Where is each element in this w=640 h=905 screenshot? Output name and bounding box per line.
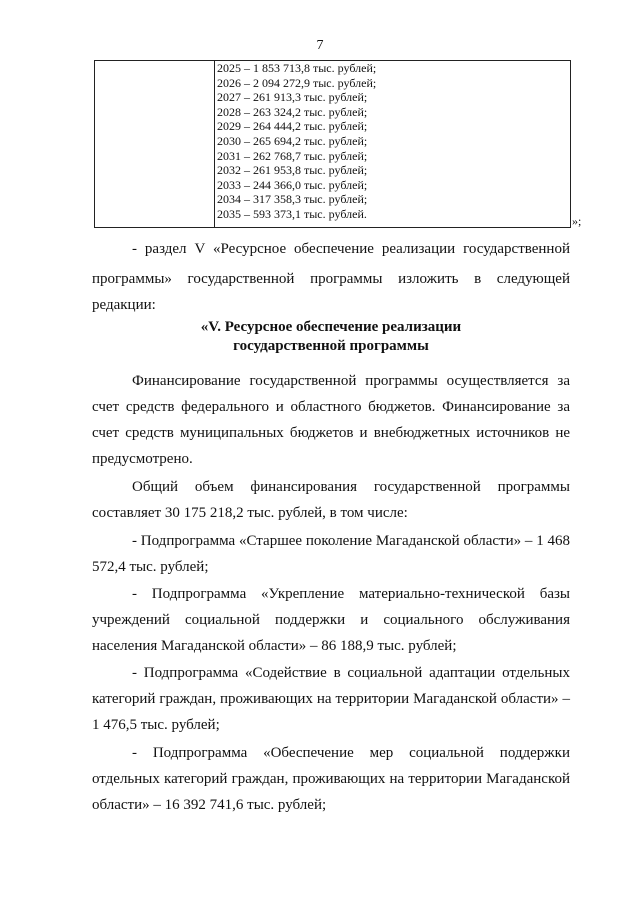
table-line-2026: 2026 – 2 094 272,9 тыс. рублей;: [217, 75, 377, 90]
table-line-2034: 2034 – 317 358,3 тыс. рублей;: [217, 192, 368, 207]
amendment-line-1: - раздел V «Ресурсное обеспечение реализации государственной: [132, 241, 570, 257]
table-line-2027: 2027 – 261 913,3 тыс. рублей;: [217, 90, 368, 105]
table-line-2031: 2031 – 262 768,7 тыс. рублей;: [217, 148, 368, 163]
financing-sources-paragraph: Финансирование государственной программы осуществляется за счет средств федерального и областного бюджетов. Финансирование за счет средств муниципальных бюджетов и внебюджетных источников не предусмотрено.: [92, 373, 570, 467]
amendment-line-2: программы» государственной программы изложить в следующей: [92, 271, 570, 287]
table-line-2030: 2030 – 265 694,2 тыс. рублей;: [217, 133, 368, 148]
subprogram-infrastructure: - Подпрограмма «Укрепление материально-технической базы учреждений социальной поддержки и социального обслуживания населения Магаданской области» – 86 188,9 тыс. рублей;: [92, 586, 570, 654]
section-heading: [92, 318, 570, 356]
amendment-line-3: редакции:: [92, 297, 156, 313]
table-line-2029: 2029 – 264 444,2 тыс. рублей;: [217, 119, 368, 134]
table-line-2033: 2033 – 244 366,0 тыс. рублей;: [217, 177, 368, 192]
table-line-2025: 2025 – 1 853 713,8 тыс. рублей;: [217, 61, 377, 75]
table-column-divider: [214, 60, 215, 228]
table-line-2028: 2028 – 263 324,2 тыс. рублей;: [217, 104, 368, 119]
total-funding-paragraph: Общий объем финансирования государственной программы составляет 30 175 218,2 тыс. рублей, в том числе:: [92, 479, 570, 521]
subprogram-social-support: - Подпрограмма «Обеспечение мер социальной поддержки отдельных категорий граждан, проживающих на территории Магаданской области» – 16 392 741,6 тыс. рублей;: [92, 745, 570, 813]
page-number: 7: [316, 38, 324, 53]
table-closing-quote: »;: [572, 214, 582, 228]
table-cell-values: [217, 61, 376, 222]
subprogram-social-adaptation: - Подпрограмма «Содействие в социальной адаптации отдельных категорий граждан, проживающих на территории Магаданской области» – 1 476,5 тыс. рублей;: [92, 665, 570, 733]
table-line-2032: 2032 – 261 953,8 тыс. рублей;: [217, 163, 368, 178]
section-heading-line-1: «V. Ресурсное обеспечение реализации: [200, 319, 462, 335]
funding-table: [94, 60, 582, 230]
section-heading-line-2: государственной программы: [233, 338, 429, 354]
subprogram-elderly: - Подпрограмма «Старшее поколение Магаданской области» – 1 468 572,4 тыс. рублей;: [92, 533, 570, 575]
table-line-2035: 2035 – 593 373,1 тыс. рублей.: [217, 206, 367, 221]
